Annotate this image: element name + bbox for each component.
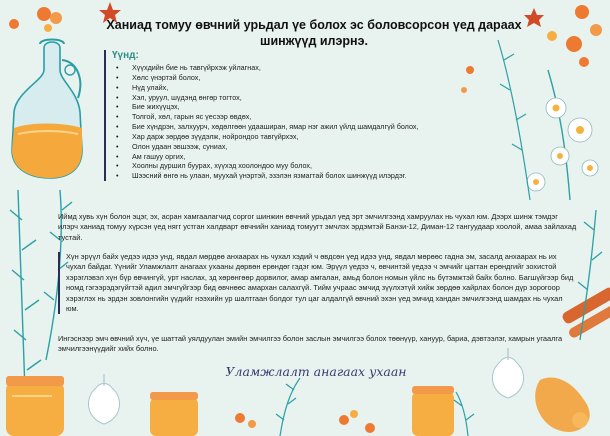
page-title: Ханиад томуу өвчний урьдал үе болох эс боловсорсон үед дараах шинжүүд илэрнэ. [106,18,522,48]
traditional-medicine-paragraph: Хүн эрүүл байх үедээ идээ унд, явдал мөрдөө анхаарах нь чухал хэдий ч өвдсөн үед идээ унд, явдал мөрөөс гадна эм, засалд анхаарах нь их чухал байдаг. Үүнийг Уламжлалт анагаах ухааны дөрвөн ерөндөг гэдэг юм. Эрүүл үедээ ч, өвчинтэй үедээ ч эмчийг цагтан ерөндгийг зохистой хэрэглэвэл хүн бүр өвчингүй, урт наслах, зд хөрөнгөөр дорвилог, амар амгалан, амьд болон номын үйлс нь бүтэмжтэй байх болно. Багшүйгээр бид номд гэгээрэдэгүйгтэй адил эмчгүйгээр бид өвчнөөс амархан салахгүй. Тийм учраас эмчид зүүлхэтүй хийж зөрдөө хайрлах болон дүр зорогоор хэрэглэх нь эрдэн зовлонгийн үүдийг нээхийн ур шалтгаан болдог тул цаг алдалгүй өвчний эхэн үед эмчид хандан эмчилгээнд шамдах нь чухал юм. [58,252,576,314]
chamomile-icon [527,70,598,200]
symptom-item: • Хэл, уруул, шүдэнд өнгөр тогтох, [110,93,530,103]
symptom-item: • Нүд улайх, [110,83,530,93]
symptom-item: • Бие хүндрэн, залхуурч, хөдөлгөөн удааширан, ямар нэг ажил үйлд шамдалгүй болох, [110,122,530,132]
honey-bottle-icon [12,40,82,179]
symptoms-heading: Үүнд: [112,50,139,61]
symptom-item: • Ам гашуу оргих, [110,152,530,162]
symptom-item: • Бие жихүүцэх, [110,102,530,112]
symptom-item: • Хоолны дуршил буурах, хүүхэд хоолондоо муу болох, [110,161,530,171]
symptom-item: • Хар дарж зөрдөө зүүдэлж, нойрондоо тавгүйрхэх, [110,132,530,142]
symptom-item: • Хөлс үнэртэй болох, [110,73,530,83]
honey-jar-left-icon [6,376,64,436]
symptom-item: • Олон удаан эвшээж, суниах, [110,142,530,152]
berries-top-right-icon [547,5,602,67]
sea-buckthorn-berries-icon [9,7,62,32]
symptom-item: • Толгой, хөл, гарын яс үесээр өвдөх, [110,112,530,122]
bottom-berries-icon [235,410,375,433]
signature-text: Уламжлалт анагаах ухаан [225,364,407,379]
intro-paragraph: Иймд хувь хүн болон эцэг, эх, асран хамгаалагчид соргог шинжин өвчний урьдал үед эрт эмчилгээнд хамруулах нь чухал юм. Дээрх шинж тэмдэг илэрч ханиад томуу хүрсэн үед нягг устган халдварт өвчнийн ханиад томуугт эмчлэх эрдэмтэй Банзи-12, Диман-12 тангуудаар хоолой, амаа зайлахад тустай. [58,212,577,242]
symptoms-list [110,63,530,181]
symptom-item: • Хүүхдийн бие нь тавгүйрхэж уйлагнах, [110,63,530,73]
treatment-paragraph: Ингэснээр эмч өвчний хүч, үе шаттай уялдуулан эмийн эмчилгээ болон заслын эмчилгээ болох төөнүүр, хануур, бариа, дэвтээлэг, хамрын угаалга эмчилгээнүүдийг хийх болно. [58,334,563,354]
ginger-icon [535,377,589,432]
symptoms-section [104,50,530,181]
symptom-item: • Шээсний өнгө нь улаан, муухай үнэртэй, эзэлэн язмагтай болох шинжүүд илэрдэг. [110,171,530,181]
honey-jar-middle-icon [150,386,454,436]
